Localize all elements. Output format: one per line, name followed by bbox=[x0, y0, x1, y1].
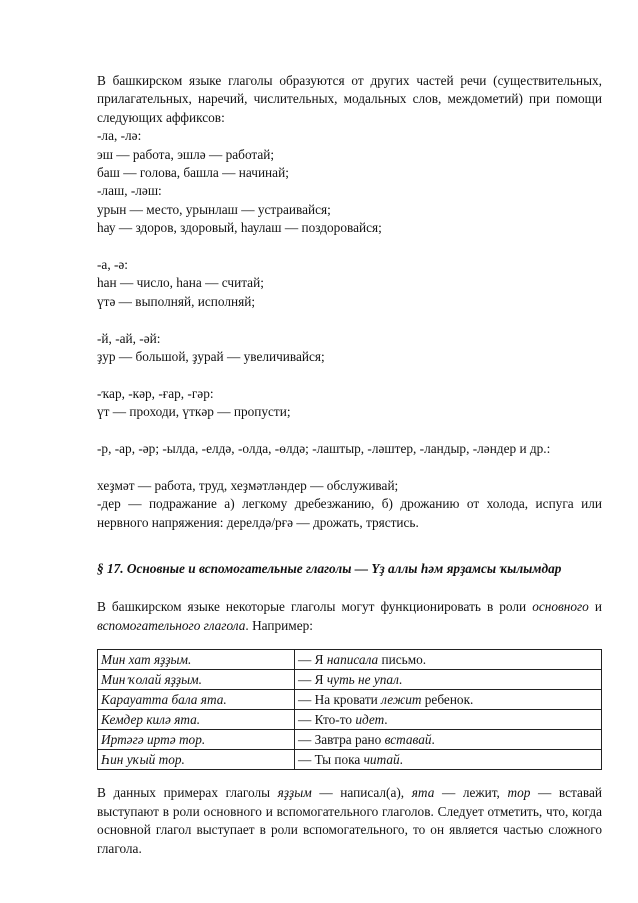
paragraph-explanation: В данных примерах глаголы яҙҙым — написал(а), ята — лежит, тор — вставай выступают в роли основного и вспомогательного глаголов. Следует отметить, что, когда основной глагол выступает в роли вспомогательного, то он является частью сложного глагола. bbox=[97, 785, 602, 856]
affix-group-kar bbox=[97, 385, 602, 422]
affix-group-examples bbox=[97, 477, 602, 532]
text-line: һан — число, һана — считай; bbox=[97, 275, 264, 291]
italic-term: тор bbox=[507, 785, 531, 801]
table-row bbox=[98, 710, 602, 730]
table-row bbox=[98, 750, 602, 770]
intro-paragraph: В башкирском языке глаголы образуются от других частей речи (существительных, прилагательных, наречий, числительных, модальных слов, междометий) при помощи следующих аффиксов: bbox=[97, 73, 602, 125]
text-line: урын — место, урынлаш — устраивайся; bbox=[97, 201, 331, 217]
russian-cell: — Кто-то идет. bbox=[295, 710, 602, 730]
affix-group-la bbox=[97, 127, 602, 237]
text-line: -ла, -лә: bbox=[97, 128, 142, 144]
text-span: . Например: bbox=[245, 617, 313, 633]
table-row bbox=[98, 690, 602, 710]
bashkir-cell: Һин уҡый тор. bbox=[98, 750, 295, 770]
italic-term: вспомогательного глагола bbox=[97, 617, 246, 633]
text-line: -лаш, -ләш: bbox=[97, 183, 162, 199]
table-row bbox=[98, 670, 602, 690]
bashkir-cell: Мин хат яҙҙым. bbox=[98, 650, 295, 670]
text-line: -дер — подражание а) легкому дребезжанию, б) дрожанию от холода, испуга или нервного напряжения: дерелдә/рғә — дрожать, трястись. bbox=[97, 496, 602, 530]
russian-cell: — На кровати лежит ребенок. bbox=[295, 690, 602, 710]
russian-cell: — Ты пока читай. bbox=[295, 750, 602, 770]
italic-term: ята bbox=[411, 785, 435, 801]
bashkir-cell: Мин ҡолай яҙҙым. bbox=[98, 670, 295, 690]
text-line: үтә — выполняй, исполняй; bbox=[97, 293, 256, 309]
examples-table bbox=[97, 649, 602, 770]
affix-group-r bbox=[97, 440, 602, 458]
text-span: и bbox=[588, 599, 602, 615]
russian-cell: — Завтра рано вставай. bbox=[295, 730, 602, 750]
text-span: В башкирском языке некоторые глаголы могут функционировать в роли bbox=[97, 599, 533, 615]
italic-term: яҙҙым bbox=[277, 785, 312, 801]
text-line: -й, -ай, -әй: bbox=[97, 330, 161, 346]
table-row bbox=[98, 650, 602, 670]
text-line: ҙур — большой, ҙурай — увеличивайся; bbox=[97, 349, 325, 365]
russian-cell: — Я чуть не упал. bbox=[295, 670, 602, 690]
bashkir-cell: Карауатта бала ята. bbox=[98, 690, 295, 710]
affix-group-a bbox=[97, 256, 602, 311]
paragraph-verbs-roles bbox=[97, 598, 602, 635]
document-page bbox=[97, 72, 602, 858]
text-line: -р, -ар, -әр; -ылда, -елдә, -олда, -өлдә; -лаштыр, -ләштер, -ландыр, -ләндер и др.: bbox=[97, 441, 551, 457]
italic-term: основного bbox=[532, 599, 589, 615]
bashkir-cell: Кемдер килә ята. bbox=[98, 710, 295, 730]
affix-group-ay bbox=[97, 330, 602, 367]
text-line: баш — голова, башла — начинай; bbox=[97, 165, 289, 181]
text-line: үт — проходи, үткәр — пропусти; bbox=[97, 404, 291, 420]
text-line: эш — работа, эшлә — работай; bbox=[97, 146, 275, 162]
text-line: һау — здоров, здоровый, һаулаш — поздоровайся; bbox=[97, 220, 382, 236]
text-line: -а, -ә: bbox=[97, 257, 129, 273]
section-heading: § 17. Основные и вспомогательные глаголы — Үҙ аллы һәм ярҙамсы ҡылымдар bbox=[97, 561, 562, 577]
table-row bbox=[98, 730, 602, 750]
text-line: хеҙмәт — работа, труд, хеҙмәтләндер — обслуживай; bbox=[97, 477, 399, 493]
bashkir-cell: Иртәгә иртә тор. bbox=[98, 730, 295, 750]
text-line: -ҡар, -кәр, -ғар, -гәр: bbox=[97, 385, 214, 401]
russian-cell: — Я написала письмо. bbox=[295, 650, 602, 670]
